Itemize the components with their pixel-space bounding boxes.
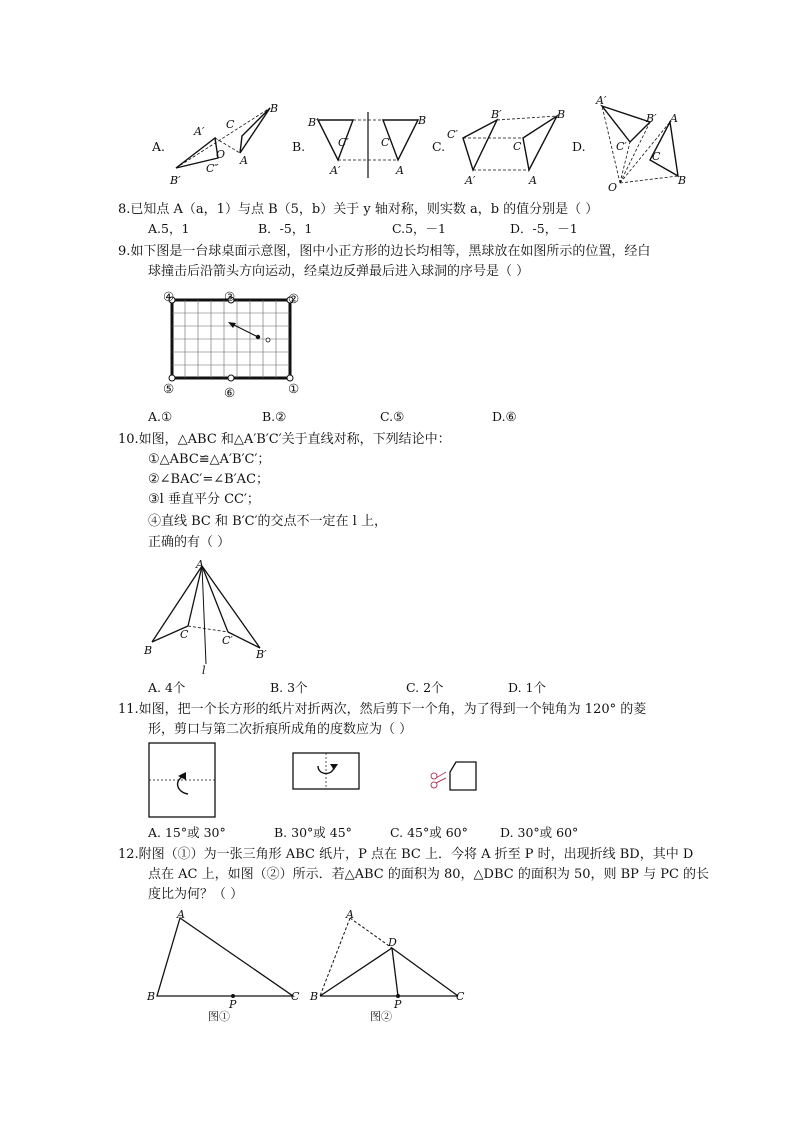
svg-text:l: l (202, 664, 206, 677)
hole-5: ⑤ (163, 381, 175, 396)
q12-figure-1 (145, 910, 305, 1020)
q9-option-c: C.⑤ (380, 409, 405, 424)
q7-option-b-label: B. (292, 139, 306, 154)
hole-1: ① (288, 381, 300, 396)
svg-text:B′: B′ (256, 648, 267, 661)
svg-text:C: C (652, 150, 661, 163)
svg-text:A′: A′ (596, 94, 607, 107)
svg-text:B: B (270, 102, 279, 115)
svg-text:C: C (513, 140, 522, 153)
svg-text:C′: C′ (447, 128, 458, 141)
q10-tail: 正确的有（ ） (148, 535, 231, 550)
svg-text:A′: A′ (330, 164, 341, 177)
svg-text:C: C (291, 990, 300, 1003)
q9-option-a: A.① (148, 409, 173, 424)
q11-fold-step1 (148, 742, 218, 820)
hole-4: ④ (163, 289, 175, 304)
q11-stem-line2: 形，剪口与第二次折痕所成角的度数应为（ ） (148, 722, 413, 737)
svg-text:B: B (418, 114, 427, 127)
svg-text:C′: C′ (338, 136, 349, 149)
svg-text:C: C (226, 118, 235, 131)
svg-text:B: B (310, 990, 319, 1003)
q11-cut-step3 (426, 758, 486, 798)
svg-text:B: B (147, 990, 156, 1003)
q7-figures (140, 94, 700, 194)
svg-text:O: O (216, 148, 226, 161)
svg-text:A: A (529, 174, 537, 187)
q11-fold-step2 (292, 752, 362, 792)
q12-stem-line3: 度比为何？（ ） (148, 887, 244, 902)
svg-text:D: D (388, 936, 397, 949)
svg-text:C′: C′ (616, 140, 627, 153)
svg-text:C: C (180, 628, 189, 641)
svg-text:A′: A′ (194, 125, 205, 138)
q12-figure-2 (310, 910, 470, 1020)
q12-stem-line2: 点在 AC 上，如图（②）所示．若△ABC 的面积为 80，△DBC 的面积为 50，则 BP 与 PC 的长 (148, 867, 710, 882)
svg-text:C″: C″ (206, 162, 219, 175)
q10-stem: 10.如图，△ABC 和△A′B′C′关于直线对称，下列结论中： (118, 432, 451, 447)
svg-text:B: B (557, 108, 566, 121)
q11-option-a: A. 15°或 30° (148, 825, 226, 840)
svg-text:B′: B′ (308, 116, 319, 129)
q10-option-b: B. 3个 (270, 680, 308, 695)
hole-2: ② (288, 291, 300, 306)
q8-option-b: B．-5，1 (258, 221, 313, 236)
svg-text:B′: B′ (646, 112, 657, 125)
q8-option-c: C.5，－1 (392, 221, 446, 236)
q7-figure-a (170, 98, 290, 193)
q12-fig2-caption: 图② (370, 1010, 392, 1023)
svg-text:B′: B′ (491, 108, 502, 121)
q7-option-d-label: D. (572, 139, 586, 154)
svg-text:A: A (240, 154, 248, 167)
q10-item-4: ④直线 BC 和 B′C′的交点不一定在 l 上， (148, 514, 387, 529)
q8-stem: 8.已知点 A（a，1）与点 B（5，b）关于 y 轴对称，则实数 a，b 的值分别是（ ） (118, 202, 599, 217)
hole-3: ③ (224, 289, 236, 304)
q7-figure-d (590, 94, 715, 194)
svg-text:O: O (608, 181, 618, 194)
svg-text:C: C (456, 990, 465, 1003)
q12-fig1-caption: 图① (208, 1010, 230, 1023)
q10-item-1: ①△ABC≌△A′B′C′； (148, 452, 271, 467)
q7-figure-b (308, 98, 428, 193)
q9-option-d: D.⑥ (492, 409, 517, 424)
svg-text:A: A (396, 164, 404, 177)
svg-text:A: A (177, 908, 185, 921)
q11-option-b: B. 30°或 45° (274, 825, 352, 840)
q11-option-d: D. 30°或 60° (500, 825, 579, 840)
q7-option-a-label: A. (152, 139, 166, 154)
q10-figure (140, 560, 280, 680)
q8-option-a: A.5，1 (148, 221, 190, 236)
svg-text:C′: C′ (222, 634, 233, 647)
q10-item-2: ②∠BAC′=∠B′AC； (148, 472, 270, 487)
svg-text:A′: A′ (465, 174, 476, 187)
q11-option-c: C. 45°或 60° (390, 825, 468, 840)
q10-option-a: A. 4个 (148, 680, 186, 695)
q7-figure-c (445, 98, 570, 193)
q9-stem-line1: 9.如下图是一台球桌面示意图，图中小正方形的边长均相等，黑球放在如图所示的位置，经白 (118, 244, 651, 259)
q10-option-d: D. 1个 (508, 680, 546, 695)
q8-option-d: D．-5，－1 (510, 221, 578, 236)
q12-stem-line1: 12.附图（①）为一张三角形 ABC 纸片，P 点在 BC 上．今将 A 折至 P 时，出现折线 BD，其中 D (118, 847, 694, 862)
q7-option-c-label: C. (432, 139, 446, 154)
svg-text:A: A (196, 558, 204, 571)
q11-stem-line1: 11.如图，把一个长方形的纸片对折两次，然后剪下一个角，为了得到一个钝角为 120° 的菱 (118, 702, 647, 717)
svg-text:A: A (670, 112, 678, 125)
svg-text:A: A (346, 908, 354, 921)
svg-text:P: P (229, 998, 237, 1011)
svg-text:B′: B′ (170, 174, 181, 187)
pool-table-figure (160, 290, 308, 402)
q9-option-b: B.② (262, 409, 287, 424)
q9-stem-line2: 球撞击后沿箭头方向运动，经桌边反弹最后进入球洞的序号是（ ） (148, 264, 530, 279)
svg-text:B: B (678, 174, 687, 187)
svg-text:P: P (394, 998, 402, 1011)
q10-option-c: C. 2个 (406, 680, 444, 695)
hole-6: ⑥ (224, 385, 236, 400)
svg-text:C: C (381, 136, 390, 149)
q10-item-3: ③l 垂直平分 CC′； (148, 492, 260, 507)
svg-text:B: B (144, 644, 153, 657)
